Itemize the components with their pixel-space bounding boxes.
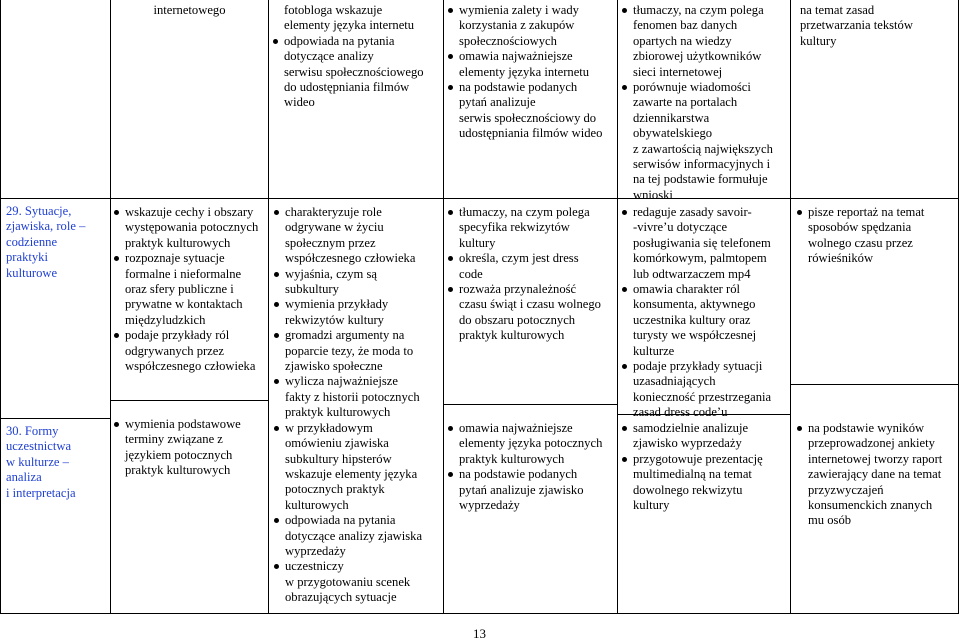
topic-line: codzienne <box>6 234 58 249</box>
requirement-item <box>448 282 616 344</box>
page-number: 13 <box>473 626 486 641</box>
text-line: zbiorowej użytkowników <box>633 49 762 64</box>
text-line: na podstawie podanych <box>459 80 578 95</box>
bullet-icon <box>448 8 453 13</box>
text-line: rówieśników <box>808 251 874 266</box>
text-line: pisze reportaż na temat <box>808 205 925 219</box>
text-line: fakty z historii potocznych <box>285 389 420 404</box>
text-line: zjawisko społeczne <box>285 359 383 374</box>
requirement-item <box>274 205 442 267</box>
text-line: praktyk kulturowych <box>125 235 231 250</box>
requirement-item <box>274 328 442 374</box>
text-line: dotyczące analizy zjawiska <box>285 528 423 543</box>
text-line: internetowej tworzy raport <box>808 451 943 466</box>
bullet-icon <box>274 426 279 431</box>
row-separator-col5 <box>790 384 959 385</box>
text-line: uczestniczy <box>285 559 344 574</box>
text-line: zjawisko wyprzedaży <box>633 436 742 451</box>
text-line: uzasadniających <box>633 374 716 389</box>
row-separator-col1 <box>110 400 269 401</box>
text-line: kulturze <box>633 343 675 358</box>
topic-line: i interpretacja <box>6 485 76 500</box>
requirement-item <box>622 359 790 421</box>
col4-row29-cell <box>622 205 790 421</box>
text-line: porównuje wiadomości <box>633 80 751 95</box>
requirement-item <box>273 34 441 111</box>
text-line: potocznych praktyk <box>285 482 385 497</box>
text-line: z zawartością największych <box>633 141 773 156</box>
text-line: na podstawie podanych <box>459 467 578 482</box>
requirement-item <box>274 297 442 328</box>
text-line: komórkowym, palmtopem <box>633 251 767 266</box>
text-line: omawia najważniejsze <box>459 49 573 64</box>
text-line: konsumenta, aktywnego <box>633 297 756 312</box>
bullet-icon <box>622 8 627 13</box>
text-line: internetowego <box>153 3 226 17</box>
text-line: przyzwyczajeń <box>808 482 884 497</box>
table-divider-3 <box>443 0 444 614</box>
text-line: omówieniu zjawiska <box>285 436 389 451</box>
text-line: do obszaru potocznych <box>459 312 576 327</box>
text-line: prywatne w kontaktach <box>125 297 243 312</box>
topic-line: zjawiska, role – <box>6 219 86 234</box>
text-line: rekwizytów kultury <box>285 312 384 327</box>
text-line: pytań analizuje <box>459 95 536 110</box>
col5-row30-cell <box>797 421 957 529</box>
bullet-icon <box>797 426 802 431</box>
text-line: elementy języka potocznych <box>459 436 603 451</box>
text-line: sieci internetowej <box>633 64 723 79</box>
text-line: posługiwania się telefonem <box>633 235 771 250</box>
text-line: dowolnego rekwizytu <box>633 482 743 497</box>
text-line: serwisów informacyjnych i <box>633 157 771 172</box>
text-line: multimedialną na temat <box>633 467 752 482</box>
col5-row29-cell <box>797 205 957 267</box>
col3-row29-cell <box>448 205 616 344</box>
text-line: wymienia podstawowe <box>125 417 241 431</box>
topic-29-cell <box>6 204 108 281</box>
text-line: elementy języka internetu <box>284 18 415 33</box>
text-line: wskazuje cechy i obszary <box>125 205 254 219</box>
requirement-item <box>448 205 616 251</box>
bullet-icon <box>114 333 119 338</box>
requirement-item <box>274 513 442 559</box>
col5-top-cell <box>796 3 956 49</box>
text-line: wskazuje elementy języka <box>285 466 418 481</box>
text-line: terminy związane z <box>125 432 223 447</box>
text-line: międzyludzkich <box>125 312 206 327</box>
requirement-item <box>797 205 957 267</box>
topic-line: praktyki <box>6 250 48 265</box>
col2-top-cell <box>273 3 441 111</box>
requirement-item <box>114 251 266 328</box>
bullet-icon <box>622 287 627 292</box>
bullet-icon <box>274 333 279 338</box>
bullet-icon <box>274 302 279 307</box>
bullet-icon <box>622 364 627 369</box>
bullet-icon <box>114 210 119 215</box>
text-line: samodzielnie analizuje <box>633 421 749 435</box>
text-line: formalne i nieformalne <box>125 266 242 281</box>
text-line: zasad dress code’u <box>633 405 728 420</box>
text-line: korzystania z zakupów <box>459 18 575 33</box>
text-line: w przygotowaniu scenek <box>285 574 411 589</box>
text-line: wylicza najważniejsze <box>285 374 398 389</box>
text-line: odgrywane w życiu <box>285 220 384 235</box>
text-line: na podstawie wyników <box>808 421 925 435</box>
text-line: tłumaczy, na czym polega <box>459 205 590 219</box>
bullet-icon <box>274 272 279 277</box>
text-line: serwis społecznościowy do <box>459 110 597 125</box>
text-line: wyjaśnia, czym są <box>285 266 377 281</box>
requirement-item <box>114 328 266 374</box>
text-line: tłumaczy, na czym polega <box>633 3 764 17</box>
bullet-icon <box>274 518 279 523</box>
requirement-item <box>114 205 266 251</box>
text-line: mu osób <box>808 513 852 528</box>
requirement-text <box>273 3 441 34</box>
text-line: turysty we współczesnej <box>633 328 757 343</box>
topic-line: kulturowe <box>6 265 58 280</box>
text-line: wideo <box>284 95 315 110</box>
text-line: -vivre’u dotyczące <box>633 220 728 235</box>
text-line: na temat zasad <box>800 3 875 17</box>
text-line: dziennikarstwa <box>633 110 710 125</box>
text-line: serwisu społecznościowego <box>284 64 424 79</box>
text-line: wnioski <box>633 187 673 202</box>
text-line: subkultury hipsterów <box>285 451 392 466</box>
requirement-item <box>622 452 790 514</box>
requirement-item <box>274 374 442 420</box>
text-line: zawierający dane na temat <box>808 467 942 482</box>
text-line: przygotowuje prezentację <box>633 451 763 466</box>
bullet-icon <box>797 210 802 215</box>
text-line: pytań analizuje zjawisko <box>459 482 584 497</box>
requirement-text <box>796 3 956 49</box>
requirement-item <box>448 251 616 282</box>
text-line: elementy języka internetu <box>459 64 590 79</box>
text-line: odpowiada na pytania <box>284 33 395 48</box>
col1-top-cell <box>111 3 268 18</box>
text-line: językiem potocznych <box>125 447 233 462</box>
text-line: przetwarzania tekstów <box>800 18 913 33</box>
text-line: kultury <box>459 235 496 250</box>
text-line: do udostępniania filmów <box>284 80 410 95</box>
table-border-left <box>0 0 1 614</box>
text-line: zawarte na portalach <box>633 95 738 110</box>
requirement-item <box>622 205 790 282</box>
bullet-icon <box>273 39 278 44</box>
bullet-icon <box>448 85 453 90</box>
bullet-icon <box>622 457 627 462</box>
bullet-icon <box>448 472 453 477</box>
col4-top-cell <box>622 3 790 203</box>
col1-row30-cell <box>114 417 266 479</box>
table-divider-2 <box>268 0 269 614</box>
text-line: praktyk kulturowych <box>285 405 391 420</box>
bullet-icon <box>448 287 453 292</box>
row-separator-top <box>0 198 959 199</box>
text-line: specyfika rekwizytów <box>459 220 570 235</box>
text-line: oraz sfery publiczne i <box>125 282 234 297</box>
topic-30-cell <box>6 424 108 501</box>
text-line: charakteryzuje role <box>285 205 382 219</box>
bullet-icon <box>274 564 279 569</box>
bullet-icon <box>622 85 627 90</box>
col3-row30-cell <box>448 421 616 513</box>
table-border-bottom <box>0 613 959 614</box>
requirement-item <box>448 80 616 142</box>
bullet-icon <box>114 422 119 427</box>
text-line: rozpoznaje sytuacje <box>125 251 225 266</box>
bullet-icon <box>114 256 119 261</box>
text-line: kulturowych <box>285 497 349 512</box>
requirement-item <box>622 3 790 80</box>
text-line: podaje przykłady ról <box>125 328 230 343</box>
bullet-icon <box>448 426 453 431</box>
topic-line: w kulturze – <box>6 454 69 469</box>
requirement-item <box>622 421 790 452</box>
text-line: odgrywanych przez <box>125 343 224 358</box>
bullet-icon <box>622 210 627 215</box>
table-divider-4 <box>617 0 618 614</box>
requirement-item <box>622 282 790 359</box>
text-line: obywatelskiego <box>633 126 713 141</box>
requirement-item <box>448 3 616 49</box>
text-line: subkultury <box>285 282 339 297</box>
text-line: udostępniania filmów wideo <box>459 126 603 141</box>
text-line: lub odtwarzaczem mp4 <box>633 266 751 281</box>
text-line: występowania potocznych <box>125 220 259 235</box>
text-line: praktyk kulturowych <box>125 463 231 478</box>
text-line: konieczność przestrzegania <box>633 389 772 404</box>
text-line: fenomen baz danych <box>633 18 738 33</box>
text-line: na tej podstawie formułuje <box>633 172 768 187</box>
text-line: omawia najważniejsze <box>459 421 573 435</box>
text-line: uczestnika kultury oraz <box>633 312 751 327</box>
requirement-item <box>274 559 442 605</box>
requirement-item <box>448 467 616 513</box>
table-divider-1 <box>110 0 111 614</box>
bullet-icon <box>622 426 627 431</box>
bullet-icon <box>448 54 453 59</box>
row-separator-col0 <box>0 418 111 419</box>
text-line: współczesnego człowieka <box>125 359 256 374</box>
bullet-icon <box>274 210 279 215</box>
requirement-item <box>448 49 616 80</box>
text-line: code <box>459 266 483 281</box>
text-line: obrazujących sytuacje <box>285 590 397 605</box>
text-line: dotyczące analizy <box>284 49 374 64</box>
text-line: współczesnego człowieka <box>285 251 416 266</box>
requirement-item <box>622 80 790 203</box>
topic-line: analiza <box>6 470 42 485</box>
text-line: podaje przykłady sytuacji <box>633 359 763 374</box>
bullet-icon <box>448 210 453 215</box>
topic-line: 29. Sytuacje, <box>6 204 72 218</box>
row-separator-col3 <box>443 404 618 405</box>
text-line: wolnego czasu przez <box>808 235 913 250</box>
text-line: gromadzi argumenty na <box>285 328 405 343</box>
text-line: kultury <box>633 498 670 513</box>
col3-top-cell <box>448 3 616 142</box>
text-line: wyprzedaży <box>285 543 346 558</box>
text-line: czasu świąt i czasu wolnego <box>459 297 601 312</box>
text-line: praktyk kulturowych <box>459 451 565 466</box>
text-line: wymienia zalety i wady <box>459 3 579 17</box>
bullet-icon <box>274 379 279 384</box>
text-line: omawia charakter ról <box>633 282 740 297</box>
requirement-item <box>448 421 616 467</box>
col1-row29-cell <box>114 205 266 374</box>
text-line: wyprzedaży <box>459 498 520 513</box>
text-line: społecznym przez <box>285 235 376 250</box>
bullet-icon <box>448 256 453 261</box>
text-line: rozważa przynależność <box>459 282 577 297</box>
requirement-item <box>797 421 957 529</box>
text-line: społecznościowych <box>459 33 557 48</box>
text-line: konsumenckich znanych <box>808 498 933 513</box>
requirement-item <box>274 421 442 513</box>
text-line: praktyk kulturowych <box>459 328 565 343</box>
col2-row-cell <box>274 205 442 606</box>
text-line: w przykładowym <box>285 420 373 435</box>
text-line: redaguje zasady savoir- <box>633 205 752 219</box>
text-line: sposobów spędzania <box>808 220 912 235</box>
table-divider-5 <box>790 0 791 614</box>
text-line: odpowiada na pytania <box>285 513 396 528</box>
text-line: poparcie tezy, że moda to <box>285 343 414 358</box>
text-line: fotobloga wskazuje <box>284 3 383 17</box>
col4-row30-cell <box>622 421 790 513</box>
topic-line: uczestnictwa <box>6 439 72 454</box>
text-line: wymienia przykłady <box>285 297 389 312</box>
text-line: przeprowadzonej ankiety <box>808 436 935 451</box>
text-line: opartych na wiedzy <box>633 33 732 48</box>
requirement-item <box>274 267 442 298</box>
text-line: określa, czym jest dress <box>459 251 579 266</box>
topic-line: 30. Formy <box>6 424 59 438</box>
requirement-item <box>114 417 266 479</box>
text-line: kultury <box>800 33 837 48</box>
